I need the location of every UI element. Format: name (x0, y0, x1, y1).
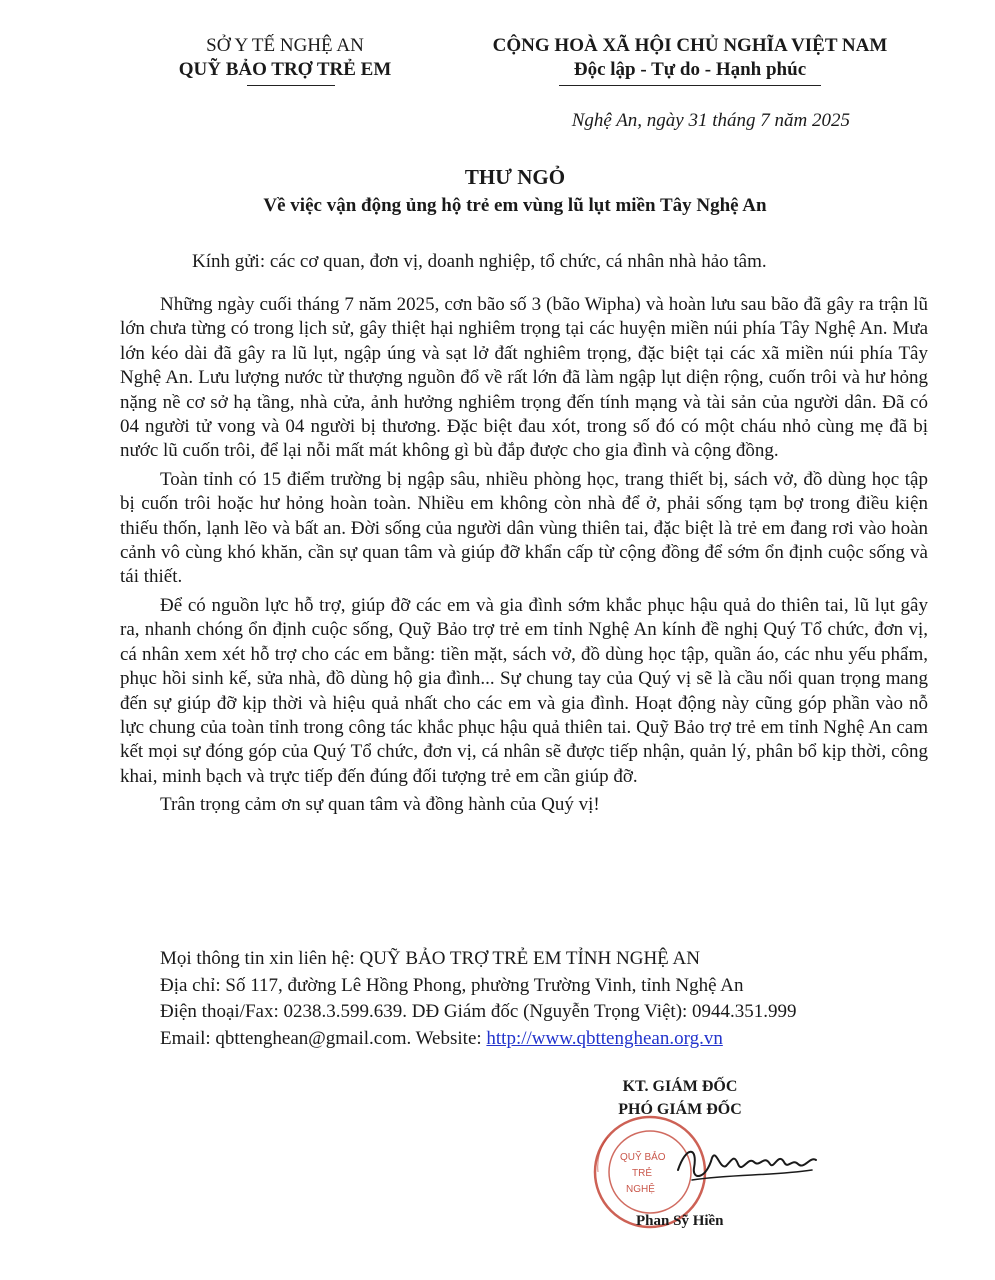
fund-name-underline (247, 85, 335, 86)
fund-name: QUỸ BẢO TRỢ TRẺ EM (178, 59, 392, 80)
national-motto: Độc lập - Tự do - Hạnh phúc (573, 59, 807, 80)
national-header (470, 34, 910, 86)
thanks-line: Trân trọng cảm ơn sự quan tâm và đồng hành của Quý vị! (160, 794, 600, 816)
greeting-line: Kính gửi: các cơ quan, đơn vị, doanh nghiệp, tổ chức, cá nhân nhà hảo tâm. (192, 251, 767, 272)
contact-address: Địa chỉ: Số 117, đường Lê Hồng Phong, phường Trường Vinh, tỉnh Nghệ An (160, 974, 744, 996)
contact-block (160, 946, 797, 1052)
stamp-text-3: NGHỆ (626, 1184, 655, 1195)
signatory-title-line1: KT. GIÁM ĐỐC (622, 1078, 738, 1095)
handwritten-signature-icon (672, 1140, 822, 1192)
body-paragraph-3: Để có nguồn lực hỗ trợ, giúp đỡ các em và gia đình sớm khắc phục hậu quả do thiên tai, lũ lụt gây ra, nhanh chóng ổn định cuộc sống, Quỹ Bảo trợ trẻ em tỉnh Nghệ An kính đề nghị Quý Tổ chức, đơn vị, cá nhân xem xét hỗ trợ cho các em bằng: tiền mặt, sách vở, đồ dùng học tập, quần áo, các nhu yếu phẩm, phục hồi sinh kế, sửa nhà, đồ dùng hộ gia đình... Sự chung tay của Quý vị sẽ là cầu nối quan trọng mang đến sự giúp đỡ kịp thời và hiệu quả nhất cho các em và gia đình. Hoạt động này cũng góp phần vào nỗ lực chung của toàn tỉnh trong công tác khắc phục hậu quả thiên tai. Quỹ Bảo trợ trẻ em tỉnh Nghệ An cam kết mọi sự đóng góp của Quý Tổ chức, đơn vị, cá nhân sẽ được tiếp nhận, quản lý, phân bổ kịp thời, công khai, minh bạch và trực tiếp đến đúng đối tượng trẻ em cần giúp đỡ. (120, 594, 928, 787)
stamp-text-1: QUỸ BẢO (620, 1152, 666, 1163)
letter-title: THƯ NGỎ (464, 165, 566, 189)
department-name: SỞ Y TẾ NGHỆ AN (206, 35, 364, 56)
signatory-title-line2: PHÓ GIÁM ĐỐC (618, 1101, 742, 1118)
issuer-header (140, 34, 430, 86)
body-paragraph-1: Những ngày cuối tháng 7 năm 2025, cơn bão số 3 (bão Wipha) và hoàn lưu sau bão đã gây ra trận lũ lớn chưa từng có trong lịch sử, gây thiệt hại nghiêm trọng tại các huyện miền núi phía Tây Nghệ An. Mưa lớn kéo dài đã gây ra lũ lụt, ngập úng và sạt lở đất nghiêm trọng, đặc biệt tại các xã miền núi phía Tây Nghệ An. Lưu lượng nước từ thượng nguồn đổ về rất lớn đã làm ngập lụt diện rộng, cuốn trôi và hư hỏng nặng nề cơ sở hạ tầng, nhà cửa, ảnh hưởng nghiêm trọng đến tính mạng và tài sản của người dân. Đã có 04 người tử vong và 04 người bị thương. Đặc biệt đau xót, trong số đó có một cháu nhỏ cùng mẹ đã bị nước lũ cuốn trôi, để lại nỗi mất mát không gì bù đắp được cho gia đình và cộng đồng. (120, 294, 928, 462)
signatory-name: Phan Sỹ Hiền (636, 1213, 724, 1229)
contact-intro: Mọi thông tin xin liên hệ: QUỸ BẢO TRỢ TRẺ EM TỈNH NGHỆ AN (160, 948, 700, 969)
motto-underline (559, 85, 821, 86)
contact-email: Email: qbttenghean@gmail.com. Website: (160, 1027, 487, 1049)
contact-phone: Điện thoại/Fax: 0238.3.599.639. DĐ Giám đốc (Nguyễn Trọng Việt): 0944.351.999 (160, 1001, 797, 1022)
contact-email-website (160, 1026, 797, 1053)
letter-subtitle: Về việc vận động ủng hộ trẻ em vùng lũ lụt miền Tây Nghệ An (263, 195, 767, 216)
website-link[interactable]: http://www.qbttenghean.org.vn (486, 1027, 723, 1049)
country-name: CỘNG HOÀ XÃ HỘI CHỦ NGHĨA VIỆT NAM (492, 35, 888, 56)
body-paragraph-2: Toàn tỉnh có 15 điểm trường bị ngập sâu, nhiều phòng học, trang thiết bị, sách vở, đồ dùng học tập bị cuốn trôi hoặc hư hỏng hoàn toàn. Nhiều em không còn nhà để ở, phải sống tạm bợ trong điều kiện thiếu thốn, lạnh lẽo và bất an. Đời sống của người dân vùng thiên tai, đặc biệt là trẻ em đang rơi vào hoàn cảnh vô cùng khó khăn, cần sự quan tâm và giúp đỡ khẩn cấp từ cộng đồng để sớm ổn định cuộc sống và tái thiết. (120, 468, 928, 588)
letter-body (120, 293, 928, 825)
stamp-text-2: TRẺ (632, 1168, 652, 1179)
date-line: Nghệ An, ngày 31 tháng 7 năm 2025 (571, 110, 850, 131)
